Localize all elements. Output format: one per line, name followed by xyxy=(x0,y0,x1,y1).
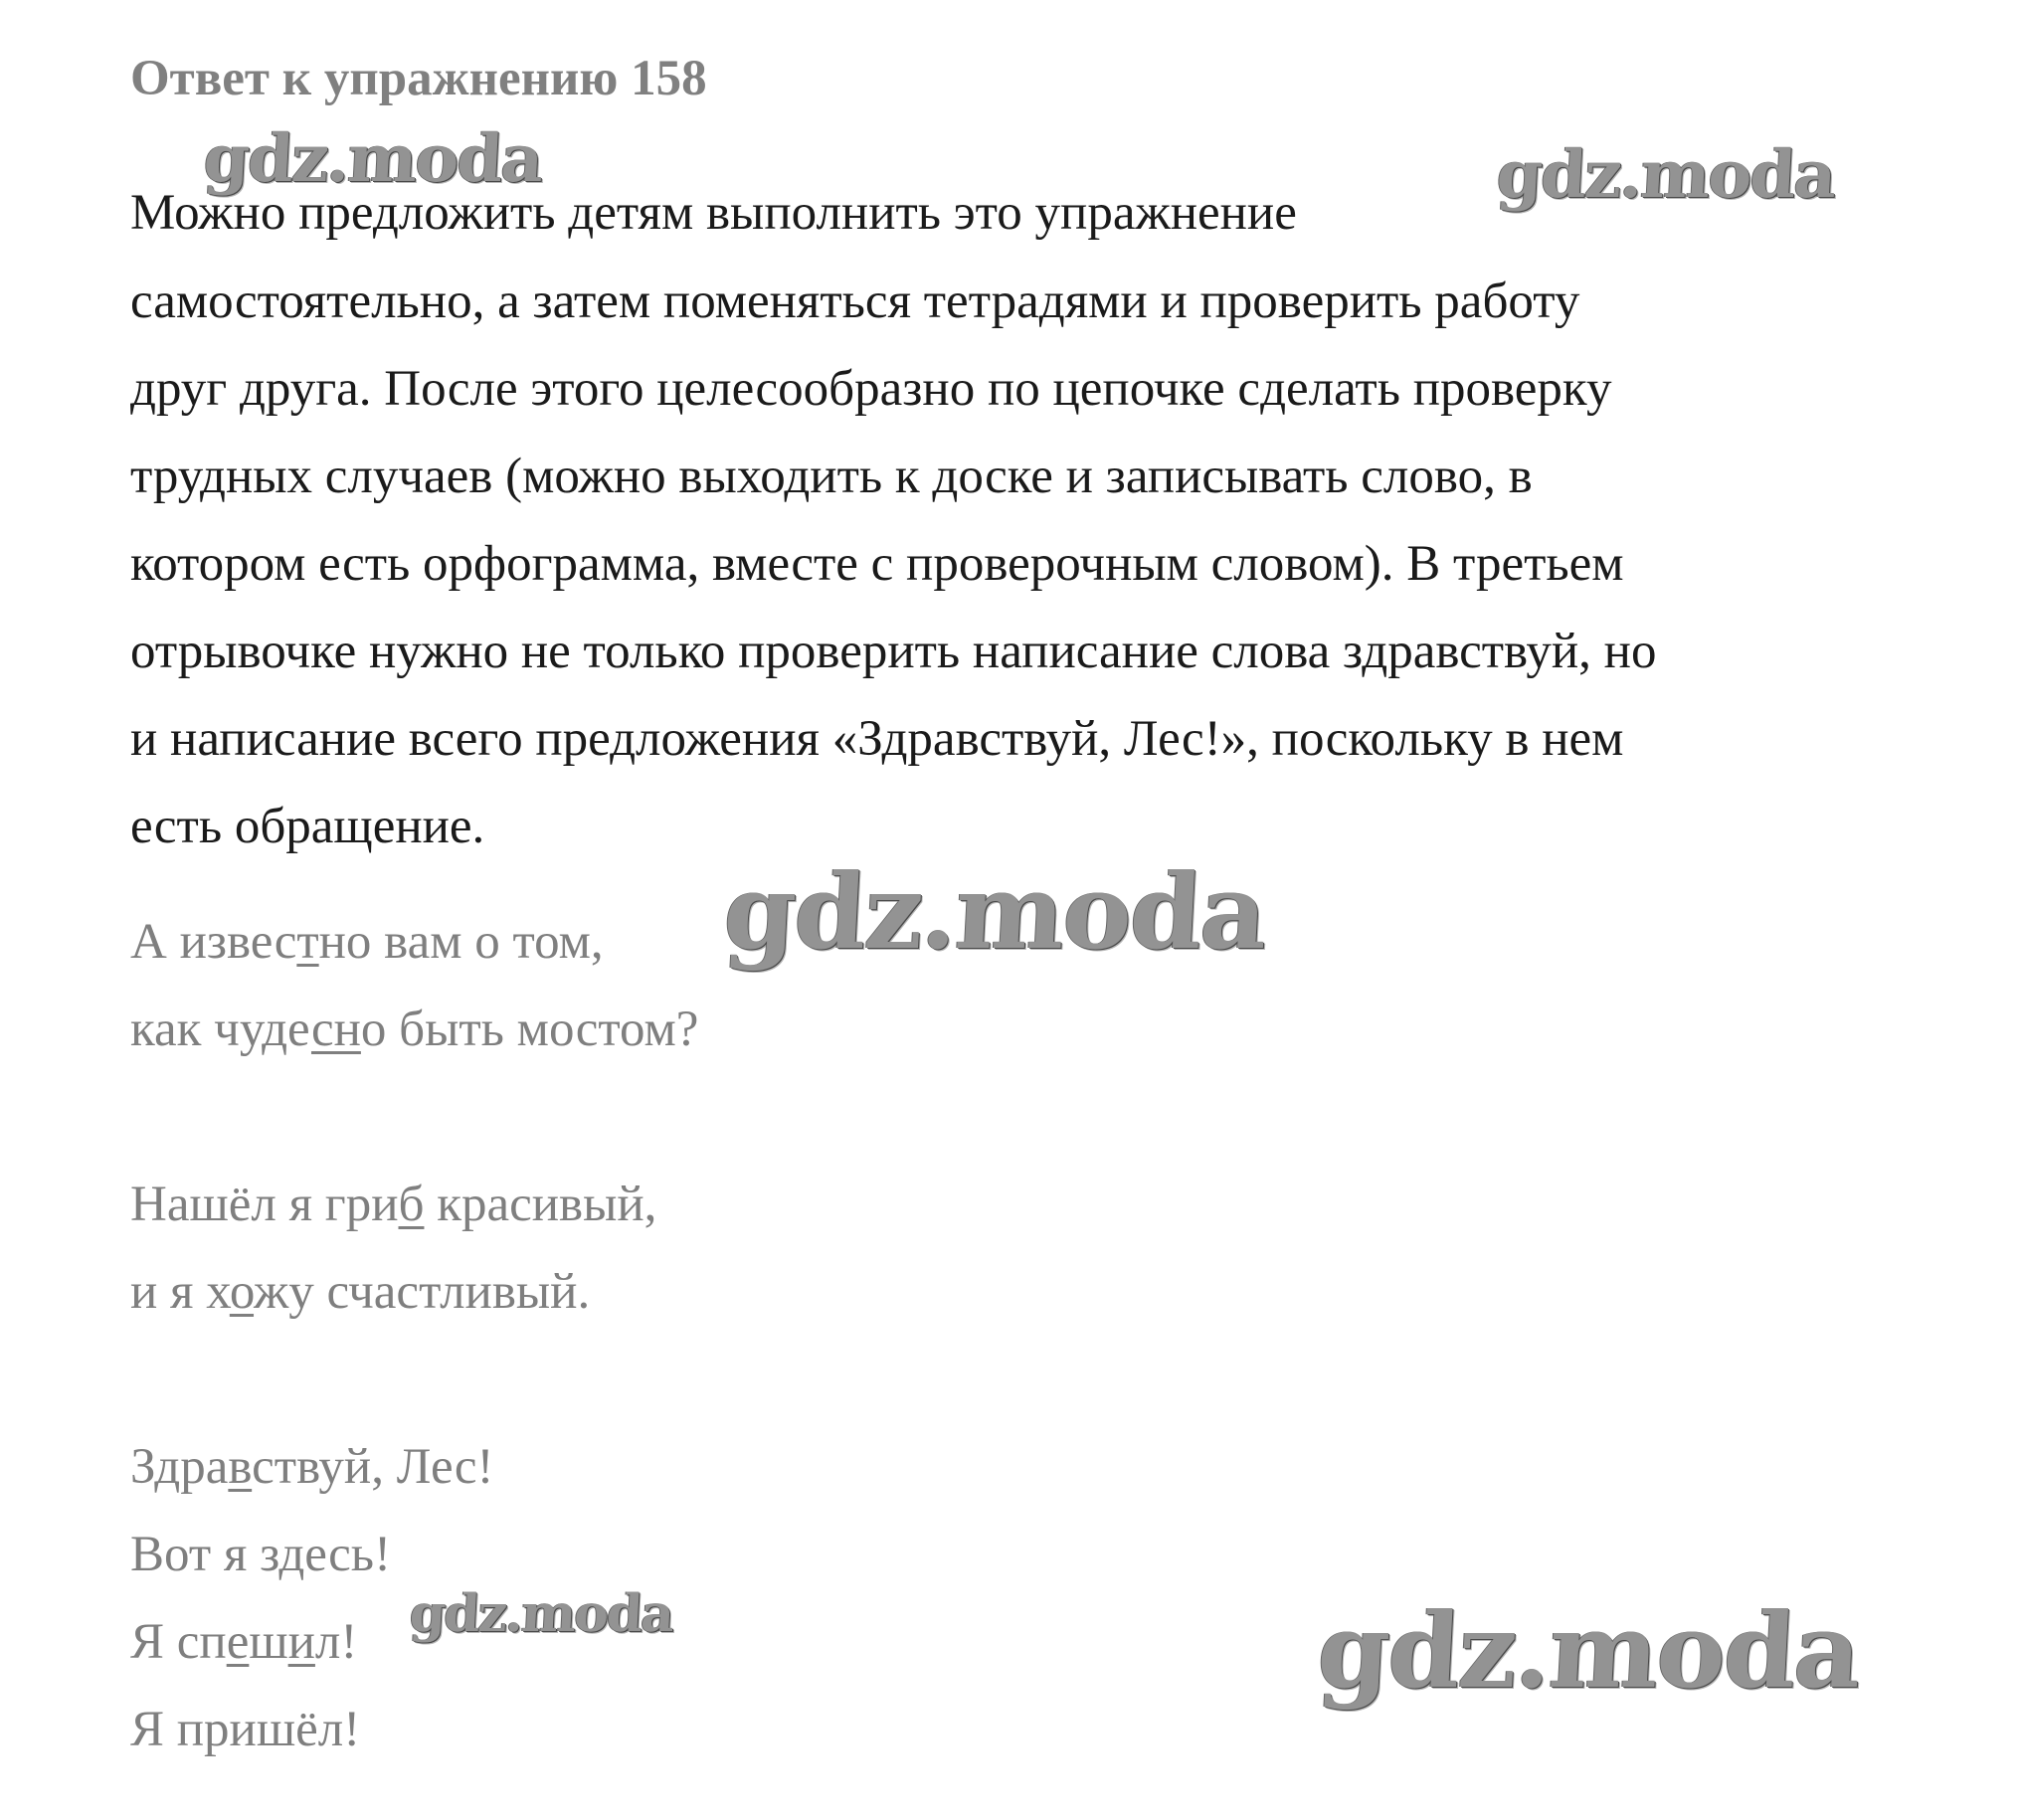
watermark: gdz.moda xyxy=(408,1583,674,1644)
paragraph-line: и написание всего предложения «Здравствуй, Лес!», поскольку в нем xyxy=(130,711,1624,767)
poem-text: и я х xyxy=(130,1264,230,1320)
poem-line xyxy=(130,1613,357,1671)
poem-text: А извес xyxy=(130,914,297,970)
poem-text: ш xyxy=(249,1614,288,1670)
underlined-letter: сн xyxy=(310,1001,361,1057)
poem-text: ствуй, Лес! xyxy=(252,1439,494,1495)
poem-text: Я сп xyxy=(130,1614,227,1670)
poem-line xyxy=(130,913,604,971)
poem-line xyxy=(130,1001,698,1058)
underlined-letter: в xyxy=(228,1439,253,1495)
paragraph-line: отрывочке нужно не только проверить написание слова здравствуй, но xyxy=(130,624,1657,679)
underlined-letter: о xyxy=(229,1264,255,1320)
poem-text: как чуде xyxy=(130,1001,311,1057)
poem-line: Вот я здесь! xyxy=(130,1527,392,1582)
poem-text: л! xyxy=(314,1614,358,1670)
poem-text: Нашёл я гри xyxy=(130,1177,399,1232)
page-title: Ответ к упражнению 158 xyxy=(130,51,707,106)
watermark: gdz.moda xyxy=(1494,135,1837,213)
poem-line xyxy=(130,1263,590,1321)
poem-line: Я пришёл! xyxy=(130,1702,361,1757)
underlined-letter: и xyxy=(287,1614,315,1670)
poem-text: красивый, xyxy=(424,1177,657,1232)
paragraph-line: котором есть орфограмма, вместе с проверочным словом). В третьем xyxy=(130,536,1624,592)
poem-text: о быть мостом? xyxy=(360,1001,699,1057)
paragraph-line: есть обращение. xyxy=(130,799,485,854)
watermark: gdz.moda xyxy=(720,850,1269,973)
paragraph-line: друг друга. После этого целесообразно по цепочке сделать проверку xyxy=(130,361,1612,417)
underlined-letter: е xyxy=(226,1614,250,1670)
paragraph-line: Можно предложить детям выполнить это упражнение xyxy=(130,185,1297,241)
poem-line xyxy=(130,1438,494,1496)
underlined-letter: т xyxy=(296,914,319,970)
watermark: gdz.moda xyxy=(201,119,544,197)
poem-text: но вам о том, xyxy=(318,914,604,970)
poem-line xyxy=(130,1176,656,1233)
poem-text: Здра xyxy=(130,1439,229,1495)
poem-text: жу счастливый. xyxy=(254,1264,591,1320)
underlined-letter: б xyxy=(398,1177,425,1232)
watermark: gdz.moda xyxy=(1314,1589,1863,1712)
paragraph-line: трудных случаев (можно выходить к доске и записывать слово, в xyxy=(130,449,1533,504)
paragraph-line: самостоятельно, а затем поменяться тетрадями и проверить работу xyxy=(130,273,1580,329)
